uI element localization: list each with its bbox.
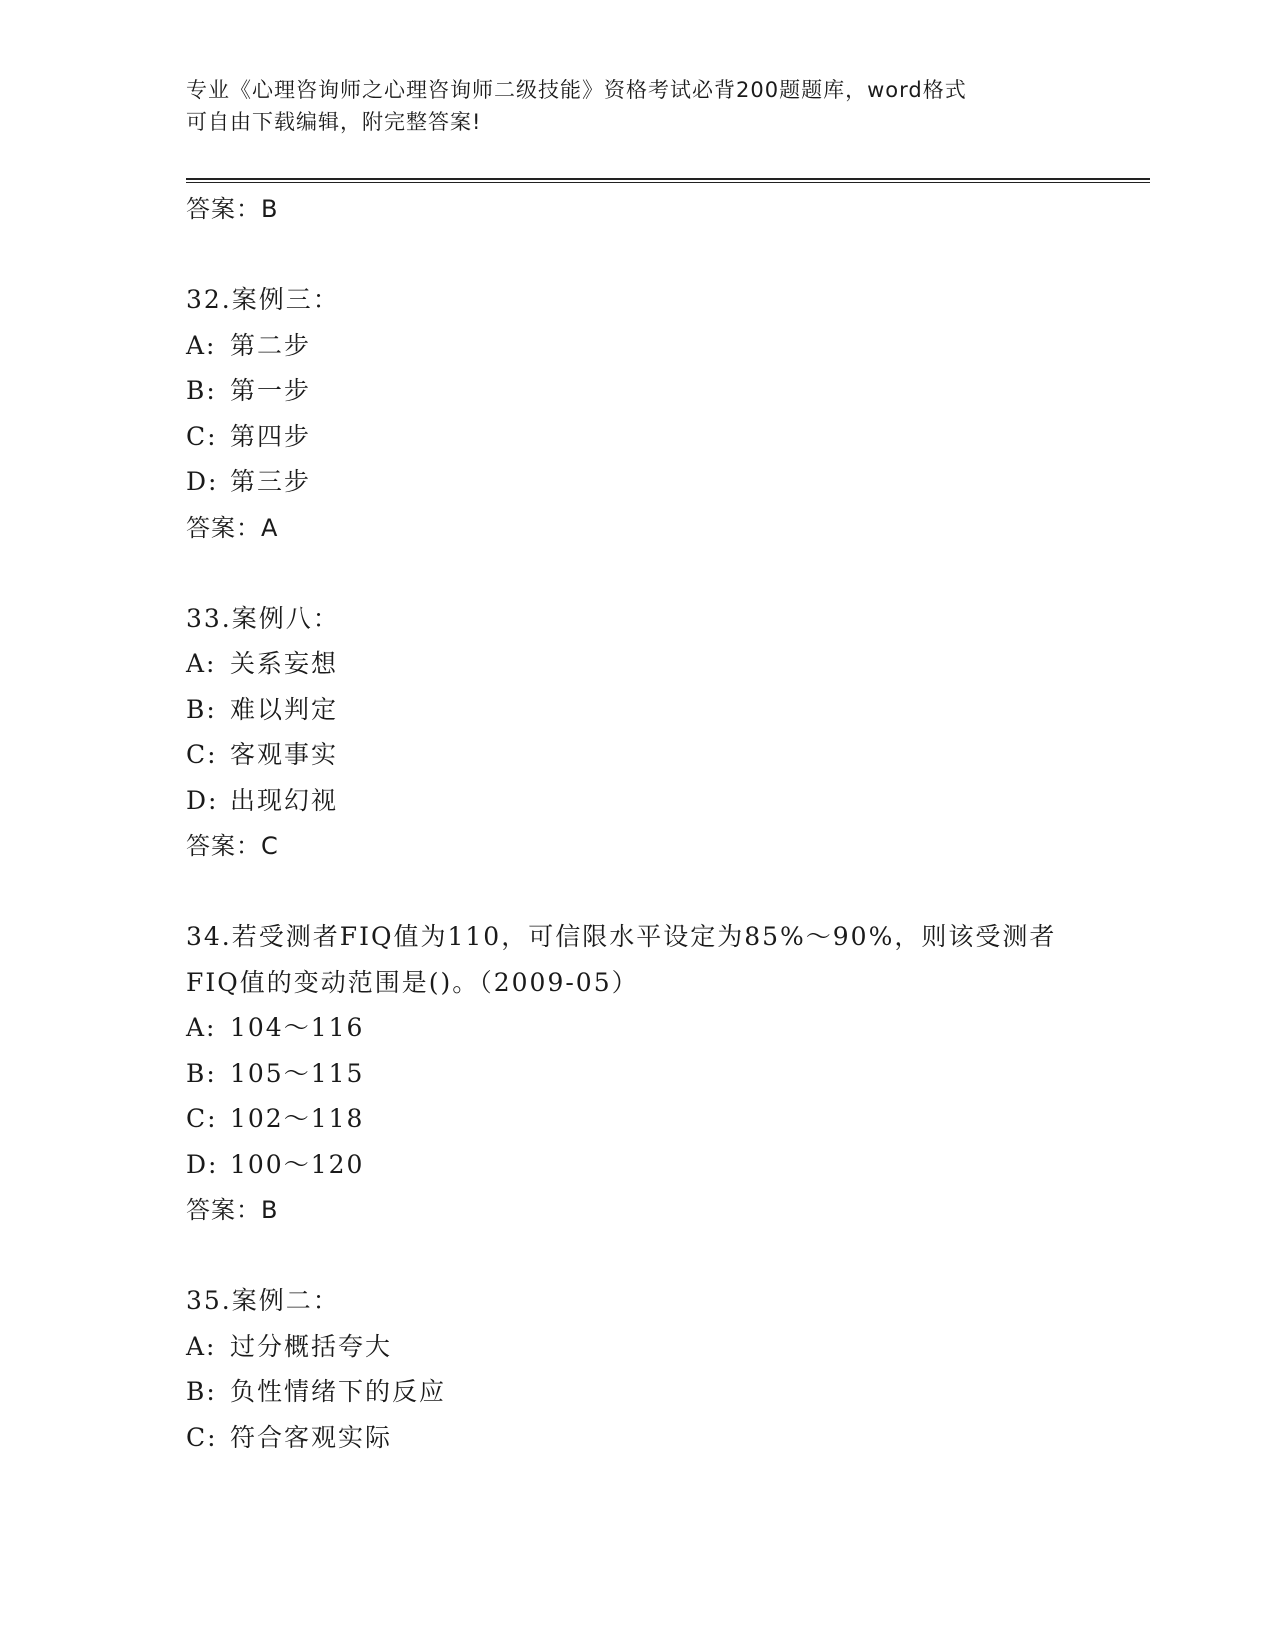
option-letter: C: [186, 1104, 218, 1133]
spacer [186, 551, 1150, 596]
option-b [186, 1369, 1150, 1415]
option-a [186, 641, 1150, 687]
option-letter: D: [186, 467, 219, 496]
option-text: 第二步 [230, 330, 312, 360]
option-letter: B: [186, 694, 217, 724]
header-line-2: 可自由下载编辑，附完整答案! [186, 110, 482, 134]
answer-label: 答案：C [186, 832, 279, 860]
option-text: 100～120 [230, 1149, 365, 1179]
spacer [186, 1233, 1150, 1278]
document-header [186, 74, 1066, 138]
option-text: 105～115 [230, 1058, 365, 1088]
option-letter: B: [186, 1377, 217, 1406]
previous-answer: 答案：B [186, 195, 279, 223]
option-text: 第四步 [230, 421, 312, 451]
option-letter: D: [186, 785, 219, 815]
option-letter: B: [186, 376, 217, 405]
option-letter: B: [186, 1058, 217, 1088]
option-text: 负性情绪下的反应 [230, 1377, 447, 1406]
spacer [186, 232, 1150, 277]
option-letter: A: [186, 1331, 217, 1361]
option-letter: D: [186, 1149, 219, 1179]
answer-label: 答案：B [186, 1196, 279, 1224]
option-text: 104～116 [230, 1013, 365, 1042]
option-letter: A: [186, 649, 217, 678]
option-text: 第三步 [230, 467, 312, 496]
option-text: 第一步 [230, 376, 312, 405]
option-a [186, 1005, 1150, 1051]
option-letter: C: [186, 740, 218, 769]
option-a [186, 323, 1150, 369]
option-c [186, 1415, 1150, 1461]
option-a [186, 1324, 1150, 1370]
option-text: 难以判定 [230, 694, 339, 724]
spacer [186, 869, 1150, 914]
option-text: 出现幻视 [230, 785, 339, 815]
option-text: 关系妄想 [230, 649, 339, 678]
option-letter: C: [186, 1422, 218, 1452]
option-letter: C: [186, 421, 218, 451]
header-divider [186, 178, 1150, 183]
option-d [186, 459, 1150, 505]
question-block-34 [186, 914, 1150, 1233]
question-text: 32.案例三： [186, 285, 340, 314]
option-c [186, 1096, 1150, 1142]
answer-label: 答案：A [186, 513, 279, 542]
question-text: 34.若受测者FIQ值为110，可信限水平设定为85%～90%，则该受测者FIQ值的变动范围是()。（2009-05） [186, 922, 1057, 997]
option-b [186, 368, 1150, 414]
question-text: 35.案例二： [186, 1286, 340, 1315]
option-b [186, 1051, 1150, 1097]
option-d [186, 778, 1150, 824]
option-text: 符合客观实际 [230, 1422, 393, 1452]
question-block-33 [186, 596, 1150, 870]
option-c [186, 414, 1150, 460]
option-b [186, 687, 1150, 733]
question-block-35 [186, 1278, 1150, 1460]
question-text: 33.案例八： [186, 603, 340, 633]
option-d [186, 1142, 1150, 1188]
option-c [186, 732, 1150, 778]
question-list [186, 186, 1150, 1460]
option-letter: A: [186, 1013, 217, 1042]
option-text: 过分概括夸大 [230, 1331, 393, 1361]
option-text: 客观事实 [230, 740, 339, 769]
option-text: 102～118 [230, 1104, 365, 1133]
question-block-32 [186, 277, 1150, 551]
option-letter: A: [186, 330, 217, 360]
header-line-1: 专业《心理咨询师之心理咨询师二级技能》资格考试必背200题题库，word格式 [186, 78, 967, 102]
